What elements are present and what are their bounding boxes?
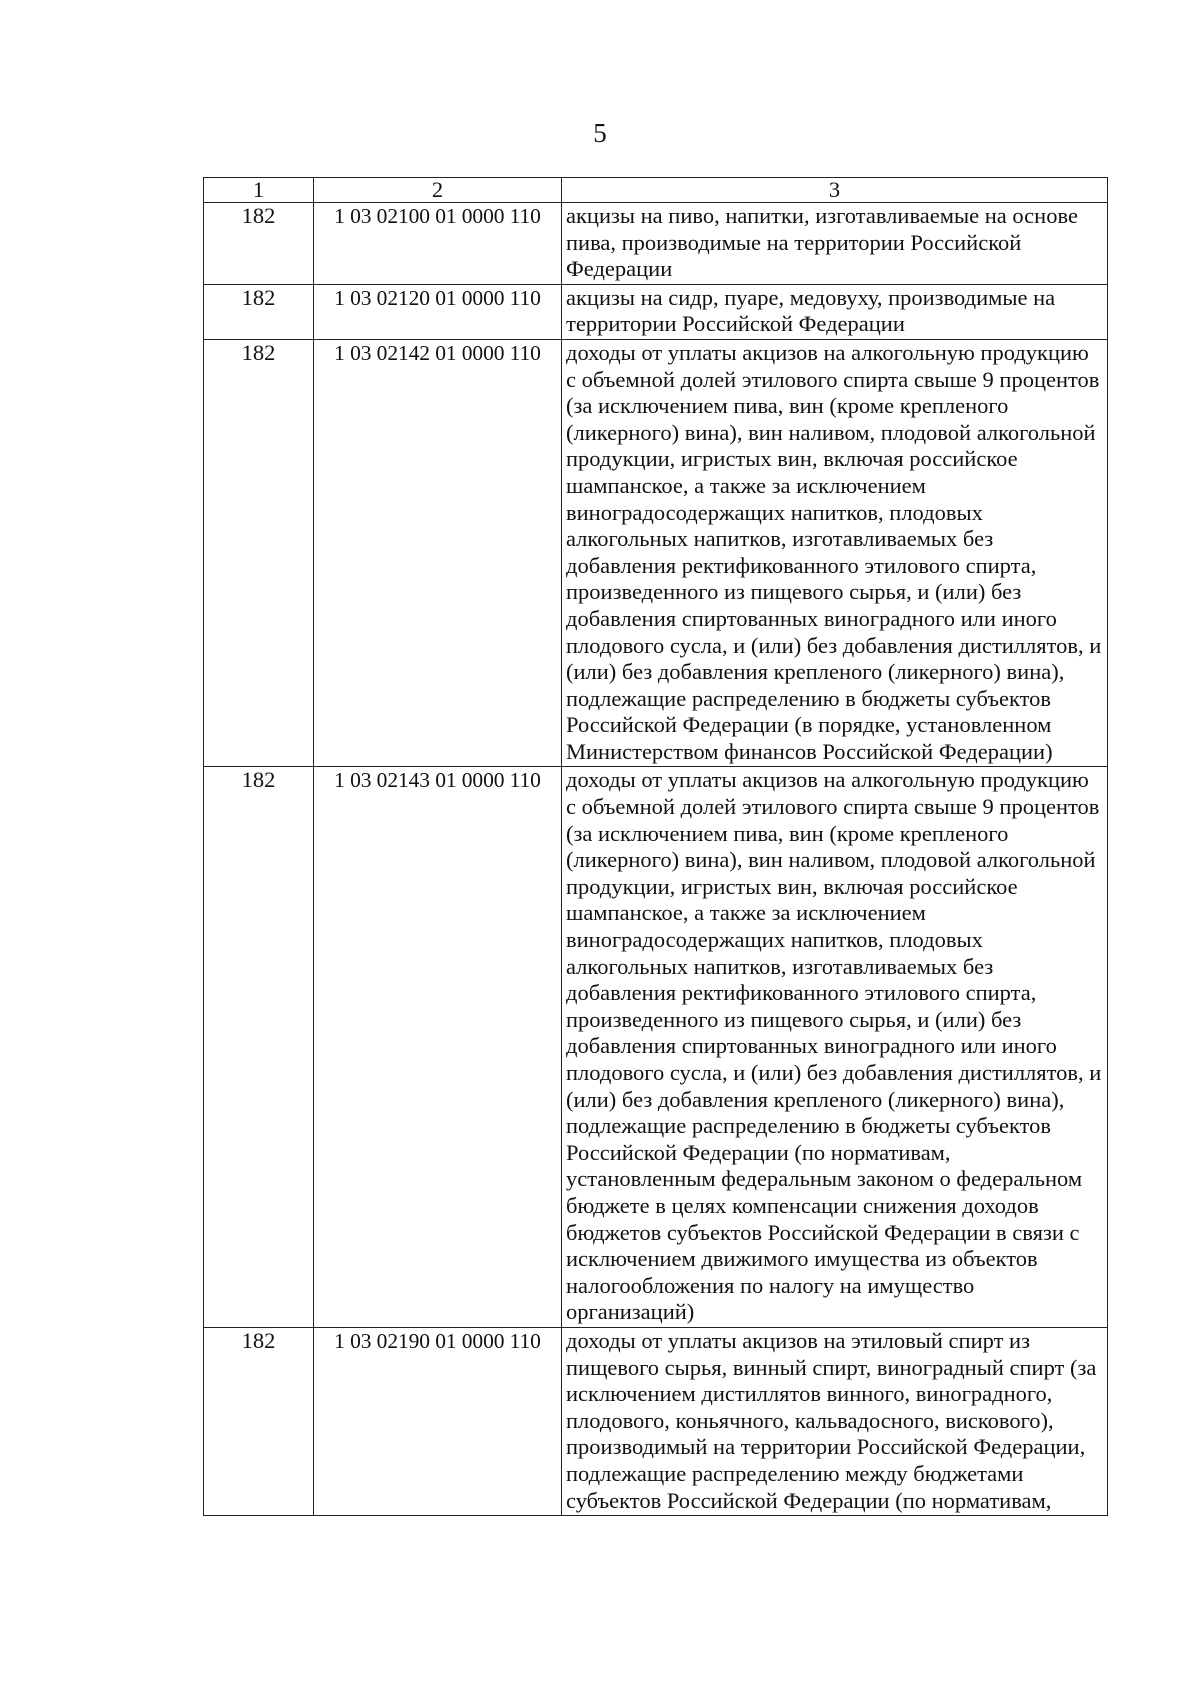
column-header-1: 1 (204, 178, 314, 203)
description-cell: доходы от уплаты акцизов на этиловый спирт из пищевого сырья, винный спирт, виноградный спирт (за исключением дистиллятов винного, виноградного, плодового, коньячного, кальвадосного, вискового), производимый на территории Российской Федерации, подлежащие распределению между бюджетами субъектов Российской Федерации (по нормативам, (562, 1327, 1108, 1515)
budget-code-cell: 1 03 02190 01 0000 110 (314, 1327, 562, 1515)
column-header-3: 3 (562, 178, 1108, 203)
admin-code-cell: 182 (204, 767, 314, 1327)
column-header-2: 2 (314, 178, 562, 203)
table-row (204, 339, 1108, 767)
budget-code-cell: 1 03 02120 01 0000 110 (314, 284, 562, 339)
description-cell: доходы от уплаты акцизов на алкогольную продукцию с объемной долей этилового спирта свыше 9 процентов (за исключением пива, вин (кроме крепленого (ликерного) вина), вин наливом, плодовой алкогольной продукции, игристых вин, включая российское шампанское, а также за исключением виноградосодержащих напитков, плодовых алкогольных напитков, изготавливаемых без добавления ректификованного этилового спирта, произведенного из пищевого сырья, и (или) без добавления спиртованных виноградного или иного плодового сусла, и (или) без добавления дистиллятов, и (или) без добавления крепленого (ликерного) вина), подлежащие распределению в бюджеты субъектов Российской Федерации (в порядке, установленном Министерством финансов Российской Федерации) (562, 339, 1108, 767)
budget-code-cell: 1 03 02143 01 0000 110 (314, 767, 562, 1327)
description-cell: акцизы на пиво, напитки, изготавливаемые на основе пива, производимые на территории Российской Федерации (562, 203, 1108, 285)
table-row (204, 767, 1108, 1327)
budget-code-cell: 1 03 02100 01 0000 110 (314, 203, 562, 285)
budget-code-cell: 1 03 02142 01 0000 110 (314, 339, 562, 767)
table-row (204, 203, 1108, 285)
table-header-row (204, 178, 1108, 203)
revenue-codes-table (203, 177, 1108, 1516)
description-cell: акцизы на сидр, пуаре, медовуху, производимые на территории Российской Федерации (562, 284, 1108, 339)
admin-code-cell: 182 (204, 203, 314, 285)
admin-code-cell: 182 (204, 284, 314, 339)
table-row (204, 284, 1108, 339)
admin-code-cell: 182 (204, 339, 314, 767)
admin-code-cell: 182 (204, 1327, 314, 1515)
description-cell: доходы от уплаты акцизов на алкогольную продукцию с объемной долей этилового спирта свыше 9 процентов (за исключением пива, вин (кроме крепленого (ликерного) вина), вин наливом, плодовой алкогольной продукции, игристых вин, включая российское шампанское, а также за исключением виноградосодержащих напитков, плодовых алкогольных напитков, изготавливаемых без добавления ректификованного этилового спирта, произведенного из пищевого сырья, и (или) без добавления спиртованных виноградного или иного плодового сусла, и (или) без добавления дистиллятов, и (или) без добавления крепленого (ликерного) вина), подлежащие распределению в бюджеты субъектов Российской Федерации (по нормативам, установленным федеральным законом о федеральном бюджете в целях компенсации снижения доходов бюджетов субъектов Российской Федерации в связи с исключением движимого имущества из объектов налогообложения по налогу на имущество организаций) (562, 767, 1108, 1327)
page-number: 5 (593, 118, 607, 148)
table-row (204, 1327, 1108, 1515)
